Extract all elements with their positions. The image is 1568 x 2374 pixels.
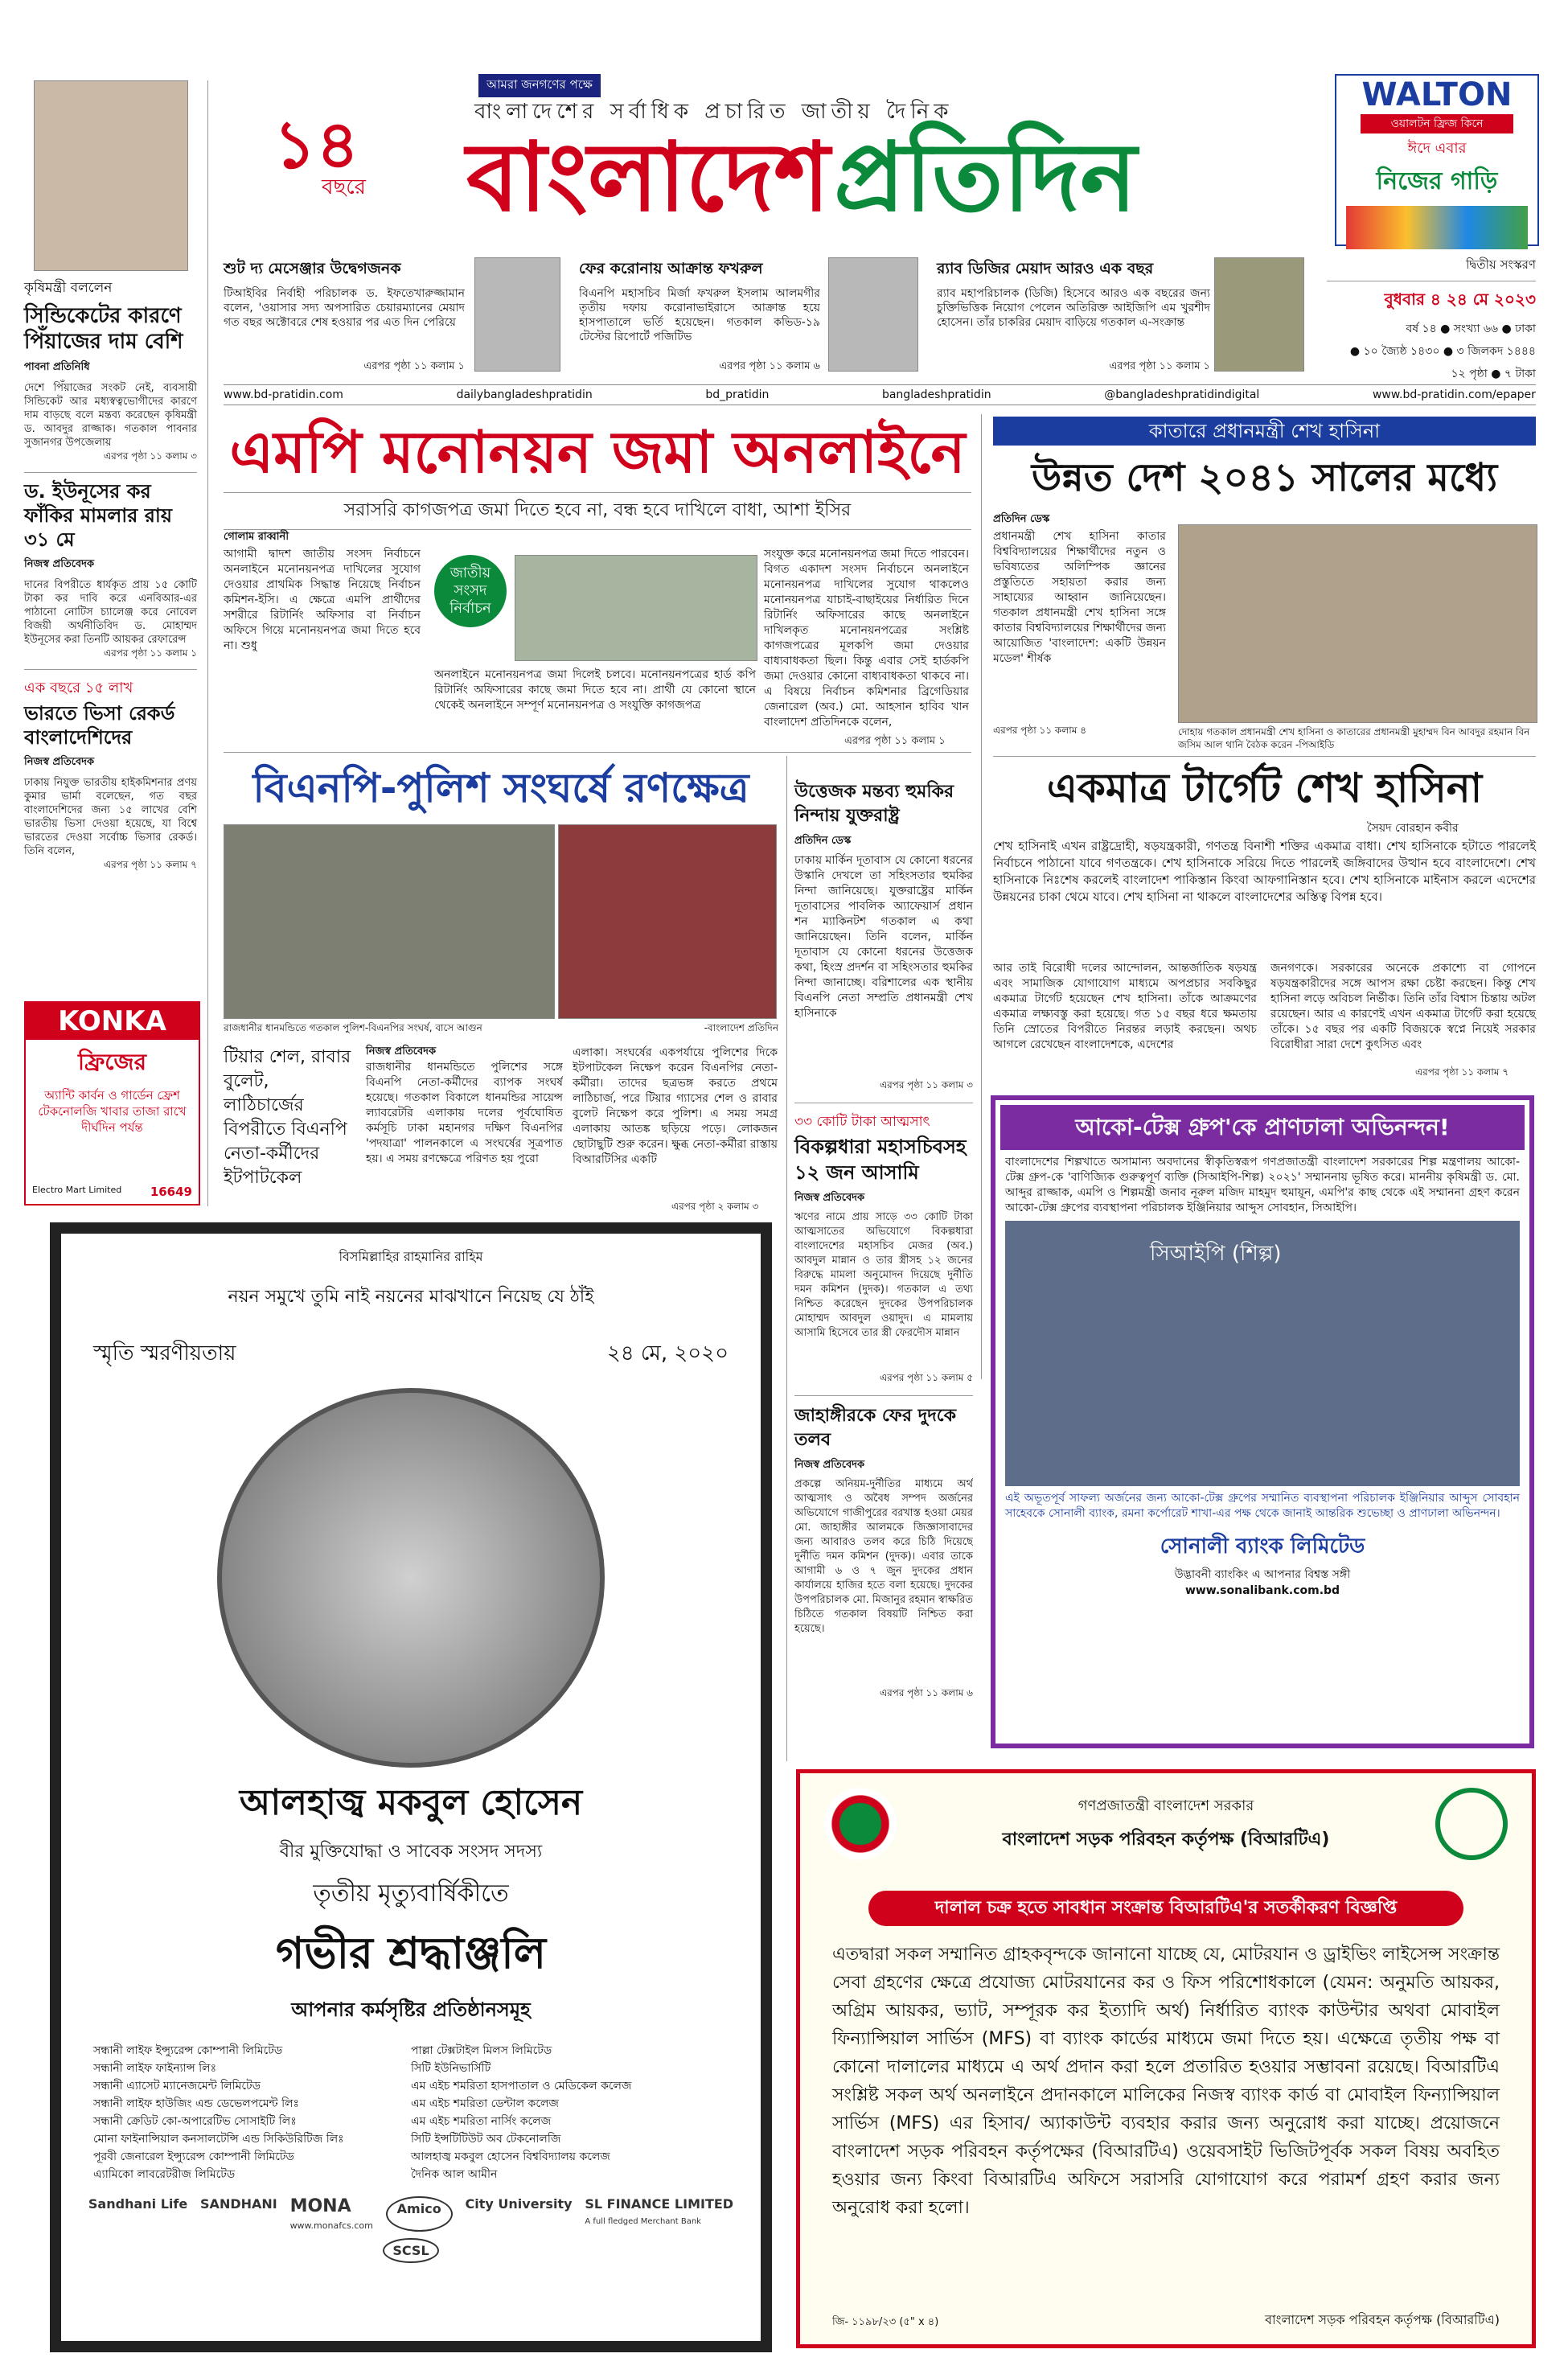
konka-text: অ্যান্টি কার্বন ও গার্ডেন ফ্রেশ টেকনোলজি খাবার তাজা রাখে দীর্ঘদিন পর্যন্ত (38, 1088, 187, 1135)
pm-photo (1178, 524, 1537, 723)
teaser-1-text: টিআইবির নির্বাহী পরিচালক ড. ইফতেখারুজ্জামান বলেন, 'ওয়াসার সদ্য অপসারিত চেয়ারম্যানের মেয়াদ গত বছর অক্টোবরে শেষ হওয়ার পর এত দিন পেরিয়ে (224, 287, 465, 329)
org-item: দৈনিক আল আমীন (411, 2168, 498, 2181)
us-byline: প্রতিদিন ডেস্ক (794, 835, 852, 847)
memorial-title: বীর মুক্তিযোদ্ধা ও সাবেক সংসদ সদস্য (279, 1842, 543, 1862)
edition-block (1327, 256, 1536, 384)
sonali-bank-block (995, 1530, 1529, 1597)
badge-line2: সংসদ (454, 582, 487, 599)
instagram-link[interactable]: bangladeshpratidin (881, 388, 991, 401)
logo-sandhani: SANDHANI (200, 2196, 277, 2212)
teaser-1-title: শুট দ্য মেসেঞ্জার উদ্বেগজনক (224, 260, 401, 277)
konka-footer (32, 1185, 192, 1199)
left-headline-3: ভারতে ভিসা রেকর্ড বাংলাদেশিদের (24, 702, 175, 749)
konka-brand: KONKA (26, 1003, 199, 1040)
brta-ref: জি- ১১৯৮/২৩ (৫" x ৪) (832, 2316, 939, 2328)
edition-label: দ্বিতীয় সংস্করণ (1327, 256, 1536, 281)
org-item: সন্ধানী লাইফ ইন্স্যুরেন্স কোম্পানী লিমিটেড (93, 2044, 283, 2057)
target-col2: জনগণকে। সরকারের অনেকে প্রকাশ্যে বা গোপনে ষড়যন্ত্রকারীদের সঙ্গে আপস রক্ষা চেষ্টা করছেন। কিন্তু শেখ হাসিনা লড়ে অবিচল নির্ভীক। তিনি তাঁর বিশ্বাস চিন্তায় অটল রয়েছেন। আর এ কারণেই এখন একমাত্র টার্গেট করা হয়েছে তাঁকে। ১৫ বছর পর একটি বিজয়কে স্বপ্নে নিয়েই সরকার বিরোধীরা সারা দেশে কুৎসিত এবং (1270, 962, 1536, 1051)
memorial-orgs-right (411, 2042, 729, 2183)
right-column-rule (981, 414, 982, 1379)
left-column-rule (207, 80, 208, 1206)
left-byline-2: নিজস্ব প্রতিবেদক (24, 558, 95, 570)
brta-footer (832, 2310, 1500, 2331)
memorial-verse: নয়ন সমুখে তুমি নাই নয়নের মাঝখানে নিয়েছ যে ঠাঁই (228, 1287, 594, 1307)
jahangir-byline: নিজস্ব প্রতিবেদক (794, 1459, 865, 1471)
akotex-photo (1005, 1221, 1520, 1486)
left-byline-3: নিজস্ব প্রতিবেদক (24, 756, 95, 768)
target-intro: শেখ হাসিনাই এখন রাষ্ট্রদ্রোহী, ষড়যন্ত্রকারী, গণতন্ত্র বিনাশী শক্তির একমাত্র বাধা। শেখ হাসিনাকে হটাতে পারলেই নির্বাচনে পাঠানো যাবে গণতন্ত্রকে। শেখ হাসিনাকে সরিয়ে দিতে পারলেই জঙ্গিবাদের উত্থান হবে বাংলাদেশে। শেখ হাসিনাকে নিঃশেষ করলেই বাংলাদেশ পাকিস্তান কিংবা আফগানিস্তান হবে। শেখ হাসিনাকে মাইনাস করলে এদেশের উন্নয়নের চাকা থেমে যাবে। শেখ হাসিনা না থাকলে বাংলাদেশের অস্তিত্ব বিপন্ন হবে। (993, 839, 1536, 904)
masthead-title (466, 121, 1137, 262)
tagline-badge: আমরা জনগণের পক্ষে (478, 74, 601, 97)
akotex-body: বাংলাদেশের শিল্পখাতে অসামান্য অবদানের স্বীকৃতিস্বরূপ গণপ্রজাতন্ত্রী বাংলাদেশ সরকারের শিল্প মন্ত্রণালয় আকো-টেক্স গ্রুপ-কে 'বাণিজ্যিক গুরুত্বপূর্ণ ব্যক্তি (সিআইপি-শিল্প) ২০২১' সম্মাননায় ভূষিত করে। মাননীয় কৃষিমন্ত্রী ড. মো. আব্দুর রাজ্জাক, এমপি ও শিল্পমন্ত্রী জনাব নূরুল মজিদ মাহমুদ হুমায়ূন, এমপি'র কাছ থেকে এই সম্মাননা গ্রহণ করেন আকো-টেক্স গ্রুপের ব্যবস্থাপনা পরিচালক ইঞ্জিনিয়ার আব্দুস সোবহান, সিআইপি। (1005, 1156, 1520, 1214)
logo-scsl: SCSL (383, 2238, 438, 2263)
sl-logo-text: SL FINANCE LIMITED (585, 2196, 734, 2212)
walton-line3: ঈদে এবার (1407, 140, 1467, 157)
akotex-caption: এই অভূতপূর্ব সাফল্য অর্জনের জন্য আকো-টেক্স গ্রুপের সম্মানিত ব্যবস্থাপনা পরিচালক ইঞ্জিনিয়ার আব্দুস সোবহান সাহেবকে সোনালী ব্যাংক, রমনা কর্পোরেট শাখা-এর পক্ষ থেকে জানাই আন্তরিক শুভেচ্ছা ও প্রাণঢালা অভিনন্দন। (1005, 1492, 1520, 1520)
target-byline: সৈয়দ বোরহান কবীর (1367, 822, 1459, 835)
left-body-2: দানের বিপরীতে ধার্যকৃত প্রায় ১৫ কোটি টাকা কর দাবি করে এনবিআর-এর পাঠানো নোটিস চ্যালেঞ্জ করে নোবেল বিজয়ী অর্থনীতিবিদ ড. মোহাম্মদ ইউনূসের করা তিনটি আয়কর রেফারেন্স (24, 579, 197, 646)
org-item: সিটি ইন্সটিটিউট অব টেকনোলজি (411, 2133, 561, 2146)
epaper-link[interactable]: www.bd-pratidin.com/epaper (1372, 388, 1536, 401)
telegram-link[interactable]: @bangladeshpratidindigital (1104, 388, 1260, 401)
minister-photo (34, 80, 188, 271)
mona-logo-text: MONA (289, 2196, 351, 2216)
memorial-logos (85, 2196, 737, 2263)
memorial-orgs (93, 2042, 729, 2183)
memorial-date: ২৪ মে, ২০২০ (606, 1341, 729, 1366)
lead-headline: এমপি মনোনয়ন জমা অনলাইনে (229, 418, 966, 486)
teaser-3 (937, 257, 1210, 376)
left-body-3: ঢাকায় নিযুক্ত ভারতীয় হাইকমিশনার প্রণয় কুমার ভার্মা বলেছেন, গত বছর বাংলাদেশিদের জন্য ১৫ লাখের বেশি ভারতীয় ভিসা দেওয়া হয়েছে, যা বিশ্বে ভারতের দেওয়া সর্বোচ্চ ভিসার রেকর্ড। তিনি বলেন, (24, 777, 197, 857)
clash-photo-2 (558, 824, 777, 1019)
lead-col3: সংযুক্ত করে মনোনয়নপত্র জমা দিতে পারবেন। বিগত একাদশ সংসদ নির্বাচনে অনলাইনে মনোনয়নপত্র দাখিলের সুযোগ থাকলেও মনোনয়নপত্র যাচাই-বাছাইয়ের নির্ধারিত দিনে রিটার্নিং অফিসারের কাছে অনলাইনে দাখিলকৃত মনোনয়নপত্রের সংশ্লিষ্ট কাগজপত্রের মূলকপি জমা দেওয়ার বাধ্যবাধকতা ছিল। কিন্তু এবার সেই হার্ডকপি জমা দেওয়ার কোনো বাধ্যবাধকতা থাকবে না। এ বিষয়ে নির্বাচন কমিশনার ব্রিগেডিয়ার জেনারেল (অব.) মো. আহসান হাবিব খান বাংলাদেশ প্রতিদিনকে বলেন, (764, 548, 969, 729)
anniversary-number: ১৪ (273, 107, 359, 183)
left-body: দেশে পিঁয়াজের সংকট নেই, ব্যবসায়ী সিন্ডিকেট আর মধ্যস্বত্বভোগীদের কারণে দাম বাড়ছে বলে মন্তব্য করেছেন কৃষিমন্ত্রী ড. আবদুর রাজ্জাক। গতকাল পাবনার সুজানগর উপজেলায় (24, 382, 197, 449)
bikolpo-body: ঋণের নামে প্রায় সাড়ে ৩৩ কোটি টাকা আত্মসাতের অভিযোগে বিকল্পধারা বাংলাদেশের মহাসচিব মেজর (অব.) আবদুল মান্নান ও তার স্ত্রীসহ ১২ জনের বিরুদ্ধে মামলা অনুমোদন দিয়েছে দুর্নীতি দমন কমিশন (দুদক)। গতকাল এ তথ্য নিশ্চিত করেছেন দুদকের উপপরিচালক মোহাম্মদ আবদুল ওয়াদুদ। এ মামলায় আসামি হিসেবে তার স্ত্রী ফেরদৌস মান্নান (794, 1211, 973, 1339)
anniversary-logo (273, 107, 386, 201)
clash-byline: নিজস্ব প্রতিবেদক (366, 1045, 437, 1058)
org-item: এম এইচ শমরিতা হাসপাতাল ও মেডিকেল কলেজ (411, 2080, 632, 2093)
sl-tagline: A full fledged Merchant Bank (585, 2217, 701, 2226)
logo-sl-finance (585, 2196, 733, 2232)
website-link[interactable]: www.bd-pratidin.com (224, 388, 343, 401)
org-item: আলহাজ্ব মকবুল হোসেন বিশ্ববিদ্যালয় কলেজ (411, 2150, 610, 2163)
clash-col2-ref: এরপর পৃষ্ঠা ২ কলাম ৩ (671, 1201, 759, 1212)
logo-city-university: City University (465, 2196, 573, 2212)
walton-ad (1335, 74, 1539, 246)
bangladesh-emblem (824, 1788, 897, 1860)
bikolpo-ref: এরপর পৃষ্ঠা ১১ কলাম ৫ (879, 1372, 973, 1383)
pm-caption-text: দোহায় গতকাল প্রধানমন্ত্রী শেখ হাসিনা ও কাতারের প্রধানমন্ত্রী মুহাম্মদ বিন আবদুর রহমান বিন জসিম আল থানি বৈঠক করেন (1178, 726, 1530, 750)
us-ref: এরপর পৃষ্ঠা ১১ কলাম ৩ (879, 1079, 973, 1090)
pm-banner: কাতারে প্রধানমন্ত্রী শেখ হাসিনা (993, 417, 1536, 446)
memorial-remembrance-label: স্মৃতি স্মরণীয়তায় (93, 1341, 236, 1366)
sonali-bank-tagline: উদ্ভাবনী ব্যাংকিং এ আপনার বিশ্বস্ত সঙ্গী (1174, 1568, 1351, 1581)
clash-subhead: টিয়ার শেল, রাবার বুলেট, লাঠিচার্জের বিপরীতে বিএনপি নেতা-কর্মীদের ইটপাটকেল (224, 1047, 351, 1188)
left-byline: পাবনা প্রতিনিধি (24, 361, 90, 373)
clash-col2: এলাকা। সংঘর্ষের একপর্যায়ে পুলিশের দিকে ইটপাটকেল নিক্ষেপ করেন বিএনপির নেতা-কর্মীরা। তাদের ছত্রভঙ্গ করতে প্রথমে লাঠিচার্জ, পরে টিয়ার গ্যাসের শেল ও রাবার বুলেট নিক্ষেপ করে পুলিশ। এ সময় সমগ্র এলাকায় আতঙ্ক ছড়িয়ে পড়ে। লোকজন ছোটাছুটি শুরু করেন। ক্ষুব্ধ নেতা-কর্মীরা রাস্তায় বিআরটিসির একটি (573, 1046, 778, 1166)
lead-col1: আগামী দ্বাদশ জাতীয় সংসদ নির্বাচনে অনলাইনে মনোনয়নপত্র দাখিলের সুযোগ দেওয়ার প্রাথমিক সিদ্ধান্ত নিয়েছে নির্বাচন কমিশন-ইসি। এ ক্ষেত্রে এমপি প্রার্থীদের সশরীরে রিটার্নিং অফিসার বা নির্বাচন অফিসে গিয়ে মনোনয়নপত্র জমা দিতে হবে না। শুধু (224, 548, 421, 652)
org-item: এম এইচ শমরিতা নার্সিং কলেজ (411, 2115, 552, 2128)
walton-cars-image (1346, 206, 1528, 249)
org-item: সন্ধানী ক্রেডিট কো-অপারেটিভ সোসাইটি লিঃ (93, 2115, 297, 2128)
brta-notice (796, 1769, 1536, 2348)
org-item: সন্ধানী এ্যাসেট ম্যানেজমেন্ট লিমিটেড (93, 2080, 261, 2093)
walton-line1: ওয়ালটন ফ্রিজ কিনে (1361, 114, 1513, 133)
teaser-1-ref: এরপর পৃষ্ঠা ১১ কলাম ১ (363, 360, 465, 372)
pages-price: ১২ পৃষ্ঠা ● ৭ টাকা (1451, 368, 1536, 380)
clash-caption-text: রাজধানীর ধানমন্ডিতে গতকাল পুলিশ-বিএনপির সংঘর্ষ, বাসে আগুন (224, 1022, 482, 1033)
date-line: বুধবার ৪ ২৪ মে ২০২৩ (1384, 290, 1536, 309)
us-headline: উত্তেজক মন্তব্য হুমকির নিন্দায় যুক্তরাষ্ট্র (794, 782, 954, 826)
target-headline: একমাত্র টার্গেট শেখ হাসিনা (1046, 765, 1483, 811)
left-kicker: কৃষিমন্ত্রী বললেন (24, 280, 113, 296)
pm-caption-credit: -পিআইডি (1295, 739, 1335, 750)
teaser-2-title: ফের করোনায় আক্রান্ত ফখরুল (579, 260, 763, 277)
election-badge (434, 555, 507, 627)
pm-body-ref: এরপর পৃষ্ঠা ১১ কলাম ৪ (993, 725, 1087, 736)
clash-caption (224, 1021, 778, 1037)
clash-photo-1 (224, 824, 555, 1019)
jahangir-headline: জাহাঙ্গীরকে ফের দুদকে তলব (794, 1406, 956, 1450)
teaser-1-photo (474, 257, 560, 372)
masthead-name-part2: প্রতিদিন (834, 121, 1137, 232)
social-bar (224, 384, 1536, 405)
left-kicker-3: এক বছরে ১৫ লাখ (24, 680, 133, 696)
parliament-photo (515, 555, 757, 661)
pm-byline: প্রতিদিন ডেস্ক (993, 513, 1050, 525)
brta-logo (1435, 1788, 1508, 1860)
jahangir-ref: এরপর পৃষ্ঠা ১১ কলাম ৬ (879, 1687, 973, 1698)
bikolpo-kicker: ৩৩ কোটি টাকা আত্মসাৎ (794, 1114, 930, 1130)
brta-title: দালাল চক্র হতে সাবধান সংক্রান্ত বিআরটিএ'র সতর্কীকরণ বিজ্ঞপ্তি (868, 1891, 1463, 1926)
lead-subhead: সরাসরি কাগজপত্র জমা দিতে হবে না, বন্ধ হবে দাখিলে বাধা, আশা ইসির (224, 492, 971, 530)
org-item: মোনা ফাইনান্সিয়াল কনসালটেন্সি এন্ড সিকিউরিটিজ লিঃ (93, 2133, 344, 2146)
memorial-orgs-left (93, 2042, 411, 2183)
teaser-3-title: র‌্যাব ডিজির মেয়াদ আরও এক বছর (937, 260, 1154, 277)
sonali-bank-name: সোনালী ব্যাংক লিমিটেড (1160, 1534, 1365, 1559)
clash-headline: বিএনপি-পুলিশ সংঘর্ষে রণক্ষেত্র (252, 765, 749, 811)
pm-caption (1178, 725, 1536, 751)
jahangir-body: প্রকল্পে অনিয়ম-দুর্নীতির মাধ্যমে অর্থ আত্মসাৎ ও অবৈধ সম্পদ অর্জনের অভিযোগে গাজীপুরের বরখাস্ত হওয়া মেয়র মো. জাহাঙ্গীর আলমকে জিজ্ঞাসাবাদের জন্য আবারও তলব করে চিঠি দিয়েছে দুর্নীতি দমন কমিশন (দুদক)। এবার তাকে আগামী ৬ ও ৭ জুন দুদকের প্রধান কার্যালয়ে হাজির হতে বলা হয়েছে। দুদকের উপপরিচালক মো. মিজানুর রহমান স্বাক্ষরিত চিঠিতে গতকাল বিষয়টি নিশ্চিত করা হয়েছে। (794, 1478, 973, 1635)
org-item: এ্যামিকো লাবরেটরীজ লিমিটেড (93, 2168, 236, 2181)
pm-headline: উন্নত দেশ ২০৪১ সালের মধ্যে (1031, 455, 1498, 500)
walton-line2: নিজের গাড়ি (1376, 167, 1498, 195)
memorial-name: আলহাজ্ব মকবুল হোসেন (239, 1782, 583, 1823)
lead-col3-ref: এরপর পৃষ্ঠা ১১ কলাম ১ (844, 735, 946, 747)
left-headline-2: ড. ইউনূসের কর ফাঁকির মামলার রায় ৩১ মে (24, 480, 173, 551)
dates-alt: ● ১০ জ্যৈষ্ঠ ১৪৩০ ● ৩ জিলকদ ১৪৪৪ (1349, 345, 1536, 358)
brta-sign: বাংলাদেশ সড়ক পরিবহন কর্তৃপক্ষ (বিআরটিএ) (1265, 2312, 1500, 2327)
memorial-from: আপনার কর্মসৃষ্টির প্রতিষ্ঠানসমূহ (291, 1998, 531, 2021)
memorial-tribute: গভীর শ্রদ্ধাঞ্জলি (276, 1928, 546, 1978)
left-body-3-ref: এরপর পৃষ্ঠা ১১ কলাম ৭ (103, 859, 197, 870)
memorial-remembrance (93, 1337, 729, 1372)
left-headline: সিন্ডিকেটের কারণে পিঁয়াজের দাম বেশি (24, 304, 183, 354)
logo-mona (290, 2196, 373, 2232)
konka-ad (24, 1001, 200, 1205)
pm-body: প্রধানমন্ত্রী শেখ হাসিনা কাতার বিশ্ববিদ্যালয়ের শিক্ষার্থীদের নতুন ও ভবিষ্যতের অলিম্পিক জ্ঞানের প্রস্তুতিতে সহায়তা করার জন্য সাহায্যের আহ্বান জানিয়েছেন। গতকাল প্রধানমন্ত্রী শেখ হাসিনা সঙ্গে কাতার বিশ্ববিদ্যালয়ের শিক্ষার্থীদের জন্য আয়োজিত 'বাংলাদেশ: একটি উন্নয়ন মডেল' শীর্ষক (993, 530, 1166, 665)
memorial-bismillah: বিসমিল্লাহির রাহমানির রাহিম (339, 1249, 483, 1264)
badge-line3: নির্বাচন (449, 600, 491, 617)
mona-url: www.monafcs.com (289, 2220, 373, 2231)
target-col1: আর তাই বিরোধী দলের আন্দোলন, আন্তর্জাতিক ষড়যন্ত্র এবং সামাজিক যোগাযোগ মাধ্যমে অপপ্রচার সবকিছুর একমাত্র টার্গেট হয়েছেন শেখ হাসিনা। তাঁকে আক্রমণের একমাত্র লক্ষ্যবস্তু করা হয়েছে। গত ১৫ বছর ধরে ক্ষমতায় তিনি স্রোতের বিপরীতে নিরন্তর লড়াই করছেন। অথচ আগলে রেখেছেন বাংলাদেশকে, এদেশের (993, 962, 1257, 1051)
org-item: সন্ধানী লাইফ হাউজিং এন্ড ডেভেলপমেন্ট লিঃ (93, 2097, 300, 2110)
akotex-ad (991, 1095, 1534, 1748)
tagline: বাংলাদেশের সর্বাধিক প্রচারিত জাতীয় দৈনিক (474, 100, 954, 124)
teaser-3-ref: এরপর পৃষ্ঠা ১১ কলাম ১ (1109, 360, 1210, 372)
us-block (794, 780, 973, 1702)
memorial-anniv: তৃতীয় মৃত্যুবার্ষিকীতে (313, 1879, 509, 1908)
twitter-link[interactable]: bd_pratidin (705, 388, 770, 401)
left-column (24, 277, 197, 874)
org-item: সন্ধানী লাইফ ফাইন্যান্স লিঃ (93, 2062, 217, 2075)
org-item: এম এইচ শমরিতা ডেন্টাল কলেজ (411, 2097, 559, 2110)
us-body: ঢাকায় মার্কিন দূতাবাস যে কোনো ধরনের উস্কানি দেখলে তা সহিংসতার হুমকির নিন্দা জানিয়েছে। যুক্তরাষ্ট্রের মার্কিন দূতাবাসের পাবলিক অ্যাফেয়ার্স প্রধান শন ম্যাকিনটশ গতকাল এ কথা জানিয়েছেন। তিনি বলেন, মার্কিন দূতাবাস যে কোনো ধরনের উত্তেজক কথা, হিংস্র প্রদর্শন বা সহিংসতার হুমকির নিন্দা জানাচ্ছে। বরিশালের এক স্থানীয় বিএনপি নেতা সম্প্রতি প্রধানমন্ত্রী শেখ হাসিনাকে (794, 854, 973, 1020)
konka-hotline: 16649 (150, 1185, 192, 1199)
target-col2-ref: এরপর পৃষ্ঠা ১১ কলাম ৭ (1415, 1066, 1509, 1078)
lead-byline: গোলাম রাব্বানী (224, 531, 289, 543)
brta-gov: গণপ্রজাতন্ত্রী বাংলাদেশ সরকার (1077, 1797, 1254, 1814)
masthead-name-part1: বাংলাদেশ (466, 121, 831, 232)
anniversary-word: বছরে (322, 175, 366, 199)
teaser-2-photo (828, 257, 918, 372)
teaser-3-photo (1214, 257, 1304, 372)
teaser-3-text: র‌্যাব মহাপরিচালক (ডিজি) হিসেবে আরও এক বছরের জন্য চুক্তিভিত্তিক নিয়োগ পেলেন অতিরিক্ত আইজিপি এম খুরশীদ হোসেন। তাঁর চাকরির মেয়াদ বাড়িয়ে গতকাল এ-সংক্রান্ত (937, 287, 1210, 329)
clash-caption-credit: -বাংলাদেশ প্রতিদিন (704, 1022, 778, 1033)
logo-sandhani-life: Sandhani Life (88, 2196, 188, 2212)
stage-banner: সিআইপি (শিল্প) (1150, 1242, 1282, 1266)
memorial-portrait (217, 1388, 605, 1768)
bikolpo-byline: নিজস্ব প্রতিবেদক (794, 1192, 865, 1204)
akotex-title: আকো-টেক্স গ্রুপ'কে প্রাণঢালা অভিনন্দন! (1000, 1105, 1525, 1150)
year-issue: বর্ষ ১৪ ● সংখ্যা ৬৬ ● ঢাকা (1406, 322, 1536, 335)
brta-body: এতদ্বারা সকল সম্মানিত গ্রাহকবৃন্দকে জানানো যাচ্ছে যে, মোটরযান ও ড্রাইভিং লাইসেন্স সংক্রান্ত সেবা গ্রহণের ক্ষেত্রে প্রযোজ্য মোটরযানের কর ও ফিস পরিশোধকালে (যেমন: অনুমতি আয়কর, অগ্রিম আয়কর, ভ্যাট, সম্পূরক কর ইত্যাদি অর্থ) নির্ধারিত ব্যাংক কাউন্টার অথবা মোবাইল ফিন্যান্সিয়াল সার্ভিস (MFS) বা ব্যাংক কার্ডের মাধ্যমে জমা দিতে হয়। এক্ষেত্রে তৃতীয় পক্ষ বা কোনো দালালের মাধ্যমে এ অর্থ প্রদান করা হলে প্রতারিত হওয়ার সম্ভাবনা রয়েছে। বিআরটিএ সংশ্লিষ্ট সকল অর্থ অনলাইনে প্রদানকালে মালিকের নিজস্ব ব্যাংক কার্ড বা মোবাইল ফিন্যান্সিয়াল সার্ভিস (MFS) এর হিসাব/ অ্যাকাউন্ট ব্যবহার করার জন্য অনুরোধ করা যাচ্ছে। প্রয়োজনে বাংলাদেশ সড়ক পরিবহন কর্তৃপক্ষের (বিআরটিএ) ওয়েবসাইট ভিজিটপূর্বক সকল বিষয় অবহিত হওয়ার জন্য কিংবা বিআরটিএ অফিসে সরাসরি যোগাযোগ করে পরামর্শ গ্রহণ করার জন্য অনুরোধ করা হলো। (832, 1945, 1500, 2218)
teaser-1 (224, 257, 465, 376)
org-item: পূরবী জেনারেল ইন্স্যুরেন্স কোম্পানী লিমিটেড (93, 2150, 294, 2163)
left-body-ref: এরপর পৃষ্ঠা ১১ কলাম ৩ (103, 450, 197, 462)
memorial-ad (50, 1222, 772, 2352)
konka-dealer: Electro Mart Limited (32, 1185, 122, 1195)
clash-col1: রাজধানীর ধানমন্ডিতে পুলিশের সঙ্গে বিএনপি নেতা-কর্মীদের ব্যাপক সংঘর্ষ হয়েছে। গতকাল বিকালে ধানমন্ডির সায়েন্স ল্যাবরেটরি এলাকায় দলের পূর্বঘোষিত কর্মসূচি ঢাকা মহানগর দক্ষিণ বিএনপির 'পদযাত্রা' পালনকালে এ সংঘর্ষের সূত্রপাত হয়। এ সময় রণক্ষেত্রে পরিণত হয় পুরো (366, 1061, 563, 1165)
lead-col2: অনলাইনে মনোনয়নপত্র জমা দিলেই চলবে। মনোনয়নপত্রের হার্ড কপি রিটার্নিং অফিসারের কাছে জমা দিতে হবে না। প্রার্থী যে কোনো স্থানে থেকেই অনলাইনে সম্পূর্ণ মনোনয়নপত্র ও সংযুক্তি কাগজপত্র (434, 668, 756, 712)
bikolpo-headline: বিকল্পধারা মহাসচিবসহ ১২ জন আসামি (794, 1136, 967, 1184)
brta-agency: বাংলাদেশ সড়ক পরিবহন কর্তৃপক্ষ (বিআরটিএ) (1002, 1830, 1330, 1850)
walton-brand: WALTON (1336, 76, 1537, 114)
badge-line1: জাতীয় (449, 565, 491, 581)
sonali-bank-url[interactable]: www.sonalibank.com.bd (1184, 1584, 1340, 1597)
facebook-link[interactable]: dailybangladeshpratidin (456, 388, 593, 401)
teaser-2-ref: এরপর পৃষ্ঠা ১১ কলাম ৬ (719, 360, 820, 372)
teaser-2 (579, 257, 820, 376)
org-item: সিটি ইউনিভার্সিটি (411, 2062, 491, 2075)
org-item: পাল্লা টেক্সটাইল মিলস লিমিটেড (411, 2044, 552, 2057)
teaser-2-text: বিএনপি মহাসচিব মির্জা ফখরুল ইসলাম আলমগীর তৃতীয় দফায় করোনাভাইরাসে আক্রান্ত হয়ে হাসপাতালে ভর্তি হয়েছেন। গতকাল কভিড-১৯ টেস্টের রিপোর্টে পজিটিভ (579, 287, 820, 343)
konka-product: ফ্রিজের (78, 1049, 146, 1075)
logo-amico: Amico (386, 2196, 453, 2232)
left-body-2-ref: এরপর পৃষ্ঠা ১১ কলাম ১ (103, 647, 197, 659)
